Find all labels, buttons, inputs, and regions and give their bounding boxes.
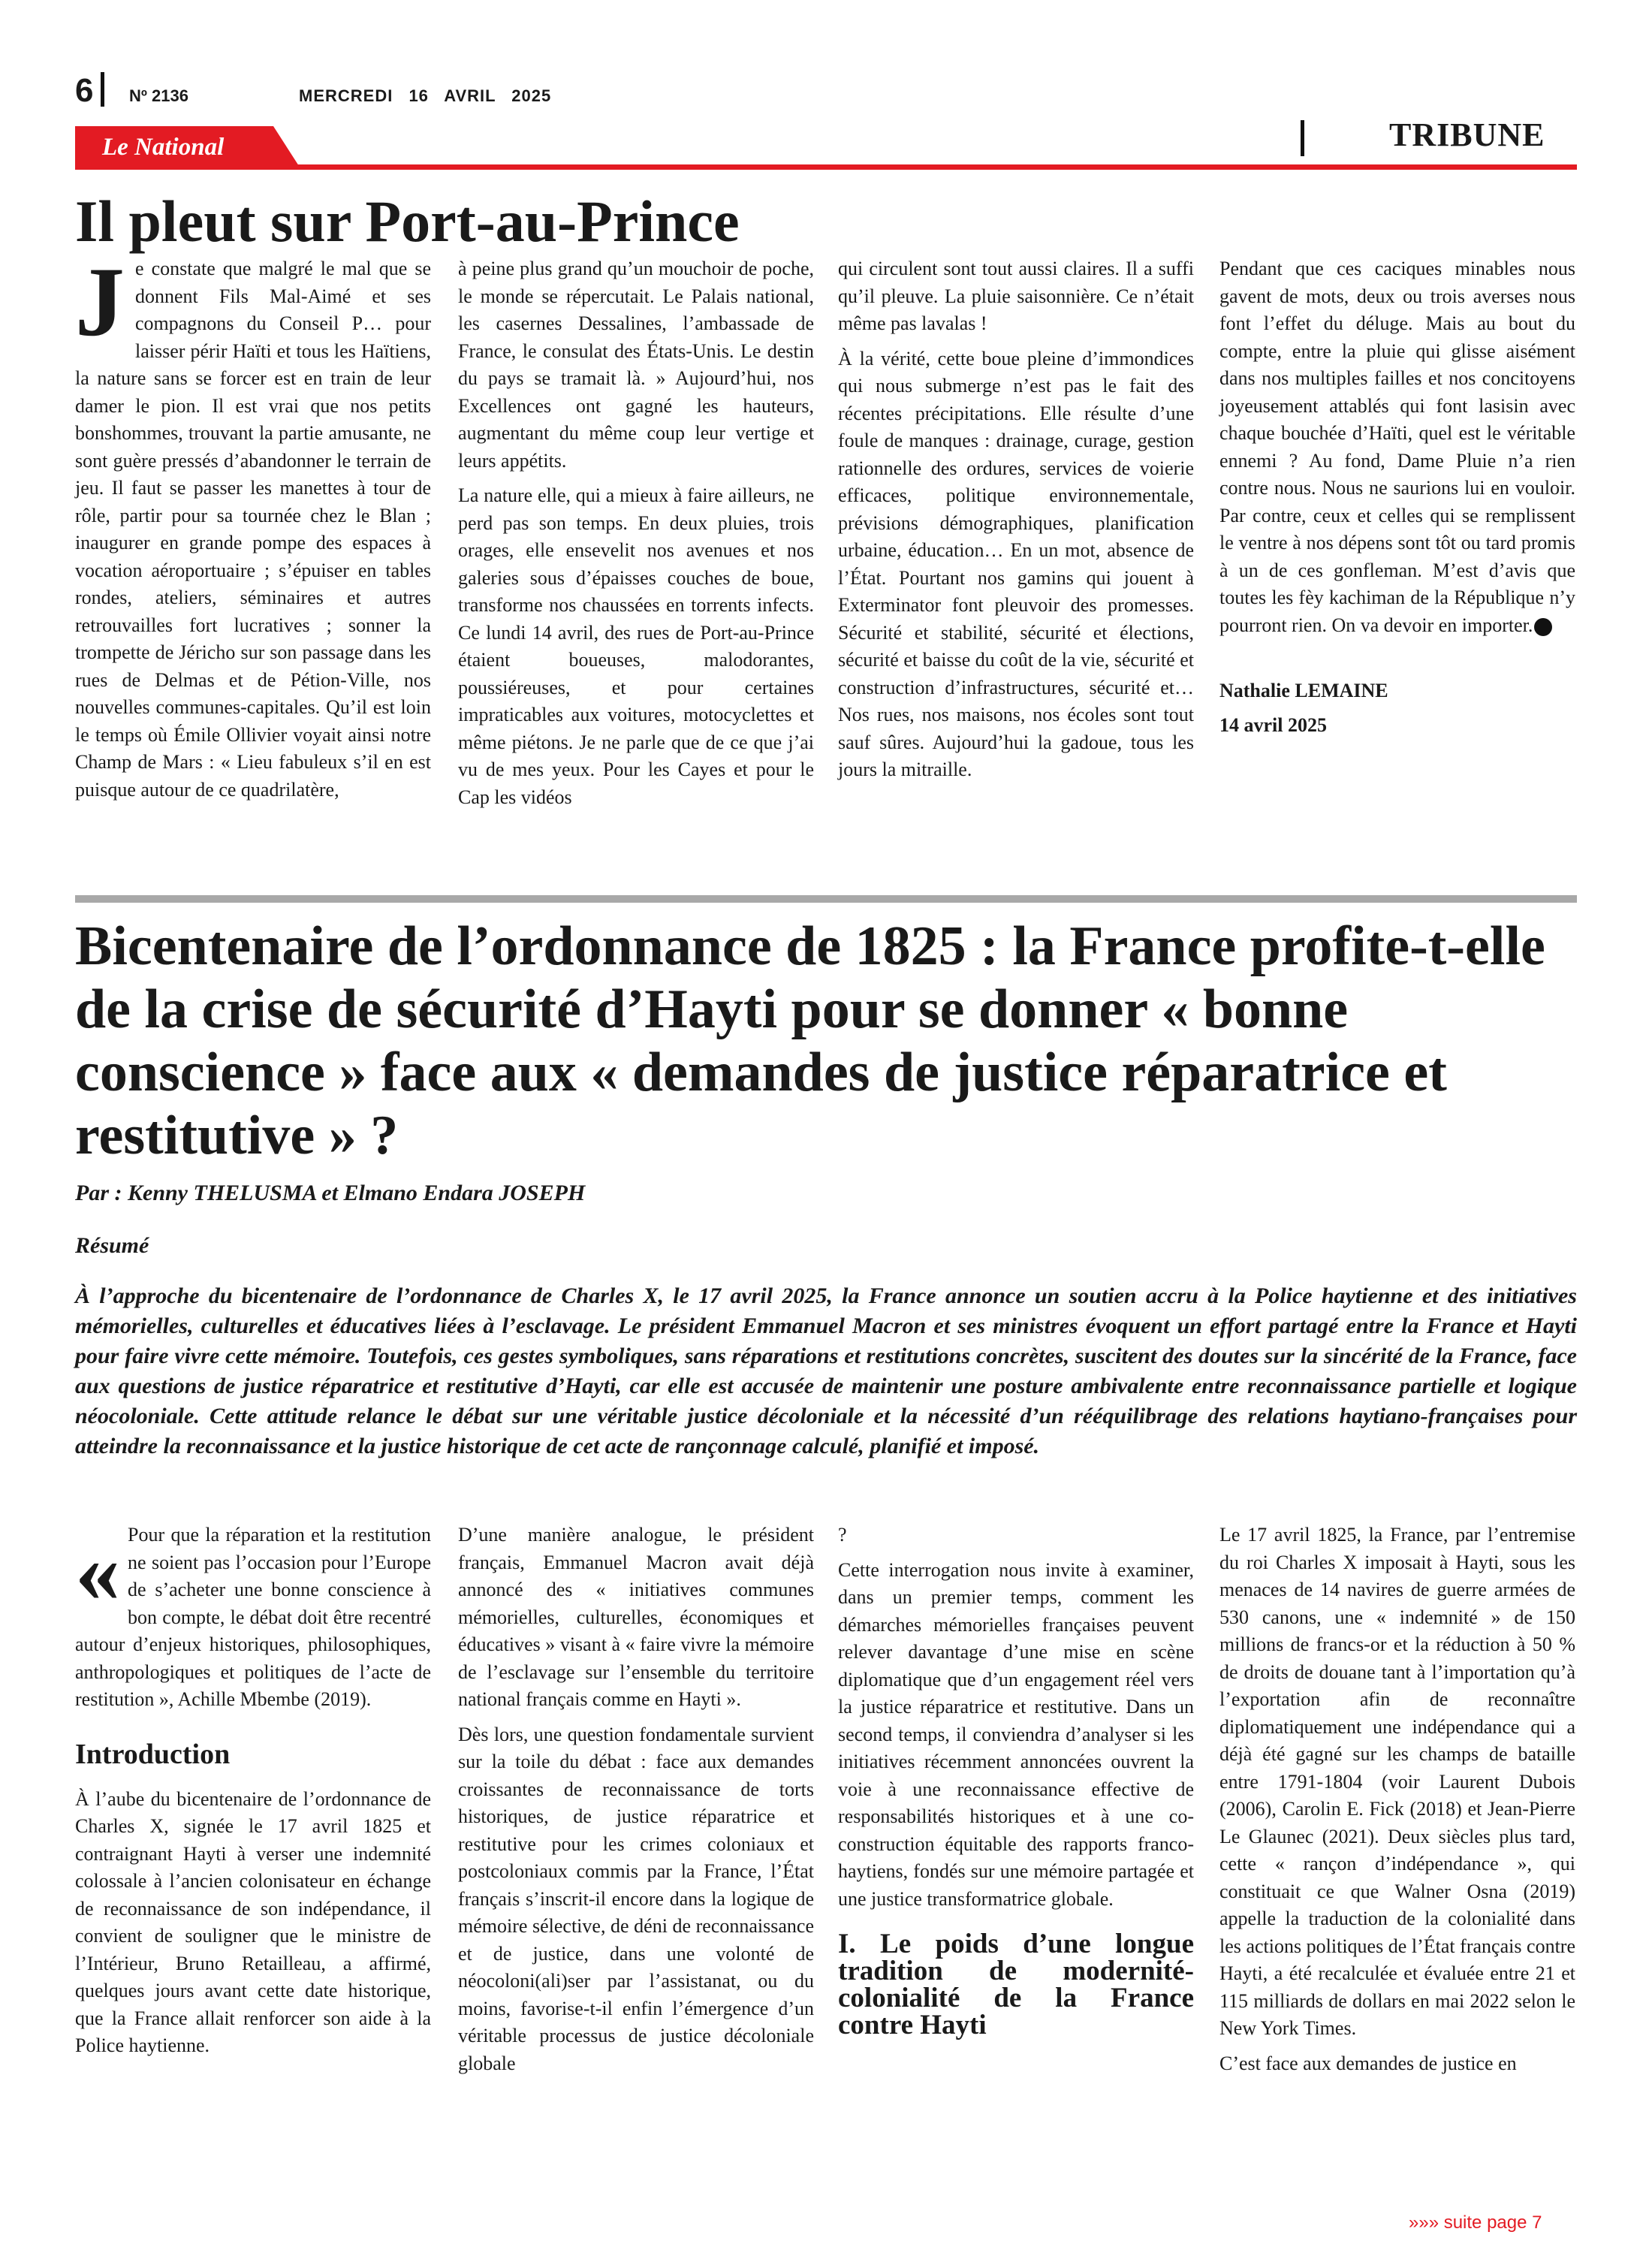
issue-date: MERCREDI 16 AVRIL 2025 bbox=[299, 86, 552, 105]
article-separator bbox=[75, 895, 1577, 903]
article2-title: Bicentenaire de l’ordonnance de 1825 : la France profite-t-elle de la crise de sécurité d’Hayti pour se donner « bonne conscience » face aux « demandes de justice réparatrice et restitutive » ? bbox=[75, 915, 1545, 1166]
quote-mark: « bbox=[75, 1521, 120, 1621]
header-rule bbox=[75, 164, 1577, 170]
paragraph: Cette interrogation nous invite à examiner, dans un premier temps, comment les démarches mémorielles françaises peuvent relever davantage d’une mise en scène diplomatique que d’un engagement réel vers la justice réparatrice et restitutive. Dans un second temps, il conviendra d’analyser si les initiatives récemment annoncées ouvrent la voie à une reconnaissance effective de responsabilités historiques et à une co-construction équitable des rapports franco-haytiens, fondés sur une mémoire partagée et une justice transformatrice globale. bbox=[838, 1558, 1194, 1910]
paragraph: C’est face aux demandes de justice en bbox=[1219, 2052, 1517, 2074]
section-label: TRIBUNE bbox=[1389, 116, 1545, 153]
question-mark: ? bbox=[838, 1524, 847, 1546]
page-number-divider bbox=[101, 72, 104, 107]
article1-column-2 bbox=[458, 255, 814, 819]
article2-column-1 bbox=[75, 1522, 431, 2068]
article2-column-4 bbox=[1219, 1522, 1575, 2085]
end-mark-icon bbox=[1534, 618, 1552, 636]
drop-cap: J bbox=[75, 246, 125, 357]
article1-column-1 bbox=[75, 246, 431, 804]
article1-column-3 bbox=[838, 255, 1194, 792]
section1-heading: I. Le poids d’une longue tradition de modernité-colonialité de la France contre Hayti bbox=[838, 1929, 1194, 2040]
article2-column-3 bbox=[838, 1522, 1194, 2039]
epigraph: Pour que la réparation et la restitution ne soient pas l’occasion pour l’Europe de s’acheter une bonne conscience à bon compte, le débat doit être recentré autour d’enjeux historiques, philosophiques, anthropologiques et politiques de l’acte de restitution », Achille Mbembe (2019). bbox=[75, 1524, 431, 1710]
paragraph: Pendant que ces caciques minables nous gavent de mots, deux ou trois averses nous font l’effet du déluge. Mais au bout du compte, entre la pluie qui glisse aisément dans nos multiples failles et nos concitoyens joyeusement attablés qui font lasisin avec chaque bouchée d’Haïti, quel est le véritable ennemi ? Au fond, Dame Pluie n’a rien contre nous. Nous ne saurions lui en vouloir. Par contre, ceux et celles qui se remplissent le ventre à nos dépens sont tôt ou tard promis à un de ces gonfleman. M’est d’avis que toutes les fèy kachiman de la République n’y pourront rien. On va devoir en importer. bbox=[1219, 258, 1575, 636]
paragraph: à peine plus grand qu’un mouchoir de poche, le monde se répercutait. Le Palais national, les casernes Dessalines, l’ambassade de France, le consulat des États-Unis. Le destin du pays se tramait là. » Aujourd’hui, nos Excellences ont gagné les hauteurs, augmentant du même coup leur vertige et leurs appétits. bbox=[458, 258, 814, 472]
article1-column-4 bbox=[1219, 255, 1575, 743]
article2-column-2 bbox=[458, 1522, 814, 2085]
article1-title: Il pleut sur Port-au-Prince bbox=[75, 189, 740, 254]
author-name: Nathalie LEMAINE bbox=[1219, 680, 1388, 701]
continued-link[interactable]: »»» suite page 7 bbox=[1409, 2212, 1542, 2233]
abstract-label: Résumé bbox=[75, 1233, 149, 1258]
article2-authors: Par : Kenny THELUSMA et Elmano Endara JOSEPH bbox=[75, 1181, 586, 1205]
paragraph: La nature elle, qui a mieux à faire ailleurs, ne perd pas son temps. En deux pluies, trois orages, elle ensevelit nos avenues et nos galeries sous d’épaisses couches de boue, transforme nos chaussées en torrents infects. Ce lundi 14 avril, des rues de Port-au-Prince étaient boueuses, malodorantes, poussiéreuses, et pour certaines impraticables aux voitures, motocyclettes et même piétons. Je ne parle que de ce que j’ai vu de mes yeux. Pour les Cayes et pour le Cap les vidéos bbox=[458, 484, 814, 808]
abstract-text: À l’approche du bicentenaire de l’ordonnance de Charles X, le 17 avril 2025, la France annonce un soutien accru à la Police haytienne et des initiatives mémorielles, culturelles et éducatives liées à l’esclavage. Le président Emmanuel Macron et ses ministres évoquent un effort partagé entre la France et Hayti pour faire vivre cette mémoire. Toutefois, ces gestes symboliques, sans réparations et restitutions concrètes, suscitent des doutes sur la sincérité de la France, face aux questions de justice réparatrice et restitutive d’Hayti, car elle est accusée de maintenir une posture ambivalente entre reconnaissance partielle et logique néocoloniale. Cette attitude relance le débat sur une véritable justice décoloniale et la nécessité d’un rééquilibrage des relations haytiano-françaises pour atteindre la reconnaissance et la justice historique de cet acte de rançonnage calculé, planifié et imposé. bbox=[75, 1283, 1577, 1458]
brand-name: Le National bbox=[102, 134, 225, 161]
section-divider bbox=[1301, 120, 1304, 156]
issue-number: Nº 2136 bbox=[129, 86, 188, 105]
paragraph: Dès lors, une question fondamentale survient sur la toile du débat : face aux demandes croissantes de reconnaissance de torts historiques, de justice réparatrice et restitutive pour les crimes coloniaux et postcoloniaux commis par la France, l’État français s’inscrit-il encore dans la logique de mémoire sélective, de déni de reconnaissance et de justice, dans une volonté de néocoloni(ali)ser par l’assistanat, ou du moins, favorise-t-il enfin l’émergence d’un véritable processus de justice décoloniale globale bbox=[458, 1723, 814, 2074]
paragraph: D’une manière analogue, le président français, Emmanuel Macron avait déjà annoncé des « initiatives communes mémorielles, culturelles, économiques et éducatives » visant à « faire vivre la mémoire de l’esclavage sur l’ensemble du territoire national français comme en Hayti ». bbox=[458, 1524, 814, 1710]
introduction-heading: Introduction bbox=[75, 1738, 231, 1770]
signature-block bbox=[1219, 674, 1575, 743]
page-number: 6 bbox=[75, 72, 94, 109]
article1-col1-text: e constate que malgré le mal que se donnent Fils Mal-Aimé et ses compagnons du Conseil P… pour laisser périr Haïti et tous les Haïtiens, la nature sans se forcer est en train de leur damer le pion. Il est vrai que nos petits bonshommes, trouvant la partie amusante, ne sont guère pressés d’abandonner le terrain de jeu. Il faut se passer les manettes à tour de rôle, partir pour sa tournée chez le Blan ; inaugurer en grande pompe des espaces à vocation aéroportuaire ; s’épuiser en tables rondes, ateliers, séminaires et autres retrouvailles fort lucratives ; sonner la trompette de Jéricho sur son passage dans les rues de Delmas et de Pétion-Ville, nos nouvelles communes-capitales. Qu’il est loin le temps où Émile Ollivier voyait ainsi notre Champ de Mars : « Lieu fabuleux s’il en est puisque autour de ce quadrilatère, bbox=[75, 258, 431, 801]
paragraph: À la vérité, cette boue pleine d’immondices qui nous submerge n’est pas le fait des récentes précipitations. Elle résulte d’une foule de manques : drainage, curage, gestion rationnelle des ordures, services de voierie efficaces, politique environnementale, prévisions démographiques, planification urbaine, éducation… En un mot, absence de l’État. Pourtant nos gamins qui jouent à Exterminator font pleuvoir des promesses. Sécurité et stabilité, sécurité et élections, sécurité et baisse du coût de la vie, sécurité et construction d’infrastructures, sécurité et… Nos rues, nos maisons, nos écoles sont tout sauf sûres. Aujourd’hui la gadoue, tous les jours la mitraille. bbox=[838, 347, 1194, 780]
paragraph: Le 17 avril 1825, la France, par l’entremise du roi Charles X imposait à Hayti, sous les menaces de 14 navires de guerre armées de 530 canons, une « indemnité » de 150 millions de francs-or et la réduction à 50 % de droits de douane tant à l’importation qu’à l’exportation afin de reconnaître diplomatiquement une indépendance qui a déjà été gagné sur les champs de bataille entre 1791-1804 (voir Laurent Dubois (2006), Carolin E. Fick (2018) et Jean-Pierre Le Glaunec (2021). Deux siècles plus tard, cette « rançon d’indépendance », qui constituait ce que Walner Osna (2019) appelle la traduction de la colonialité dans les actions politiques de l’État français contre Hayti, a été recalculée et évaluée entre 21 et 115 milliards de dollars en mai 2022 selon le New York Times. bbox=[1219, 1524, 1575, 2039]
paragraph: À l’aube du bicentenaire de l’ordonnance de Charles X, signée le 17 avril 1825 et contraignant Hayti à verser une indemnité colossale à l’ancien colonisateur en échange de reconnaissance de son indépendance, il convient de souligner que le ministre de l’Intérieur, Bruno Retailleau, a affirmé, quelques jours avant cette date historique, que la France allait renforcer son aide à la Police haytienne. bbox=[75, 1787, 431, 2056]
signature-date: 14 avril 2025 bbox=[1219, 714, 1327, 736]
paragraph: qui circulent sont tout aussi claires. Il a suffi qu’il pleuve. La pluie saisonnière. Ce n’était même pas lavalas ! bbox=[838, 258, 1194, 334]
